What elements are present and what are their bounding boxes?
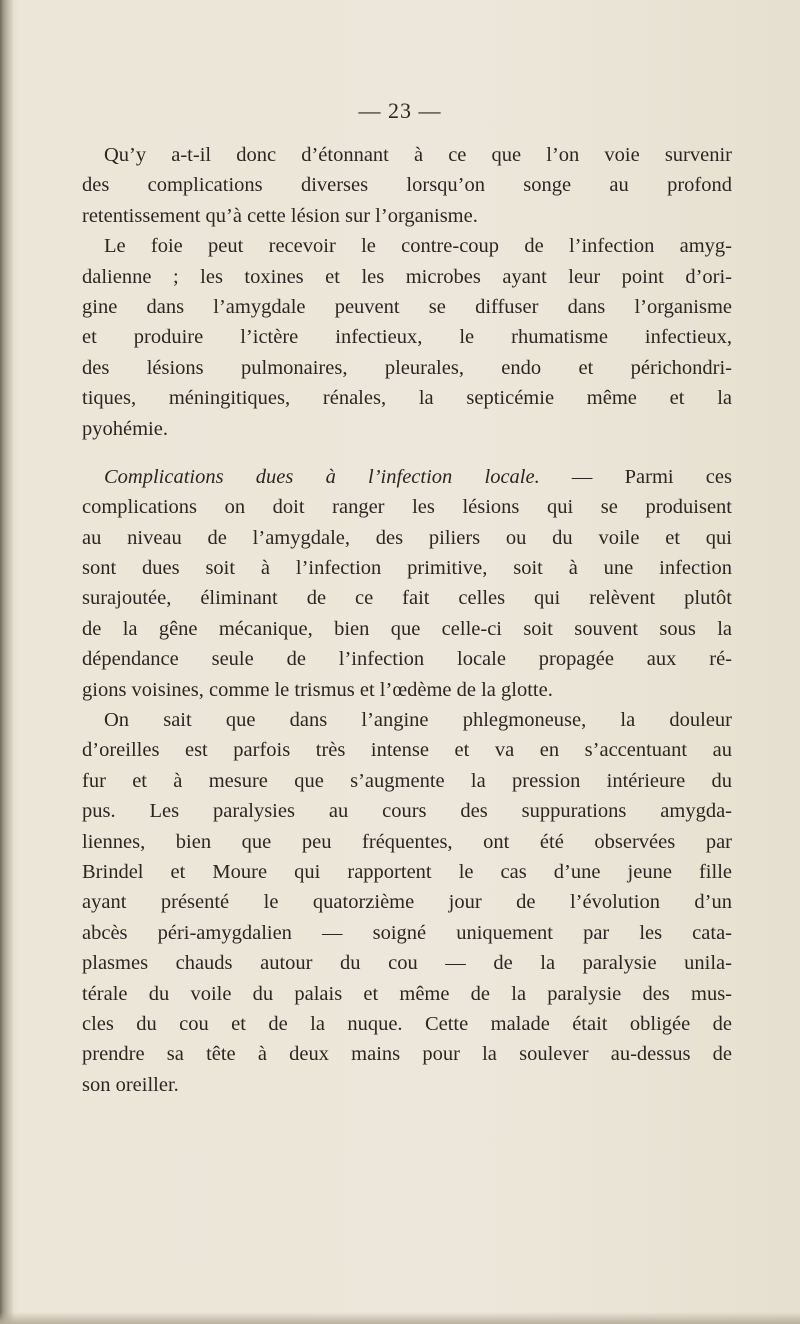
text-line: et produire l’ictère infectieux, le rhumatisme infectieux, xyxy=(82,326,732,349)
text-line: ayant présenté le quatorzième jour de l’évolution d’un xyxy=(82,891,732,914)
text-line: Qu’y a-t-il donc d’étonnant à ce que l’on voie survenir xyxy=(104,144,732,166)
text-line: retentissement qu’à cette lésion sur l’organisme. xyxy=(82,204,478,227)
text-span: — Parmi ces xyxy=(539,465,732,488)
text-line: pus. Les paralysies au cours des suppurations amygda- xyxy=(82,800,732,823)
text-line: de la gêne mécanique, bien que celle-ci soit souvent sous la xyxy=(82,617,732,640)
text-line: surajoutée, éliminant de ce fait celles qui relèvent plutôt xyxy=(82,587,732,610)
text-line: abcès péri-amygdalien — soigné uniquement par les cata- xyxy=(82,921,732,944)
text-line: gine dans l’amygdale peuvent se diffuser dans l’organisme xyxy=(82,295,732,318)
text-line: gions voisines, comme le trismus et l’œdème de la glotte. xyxy=(82,678,553,701)
text-line: sont dues soit à l’infection primitive, soit à une infection xyxy=(82,557,732,580)
text-line: pyohémie. xyxy=(82,417,168,440)
text-line: des complications diverses lorsqu’on songe au profond xyxy=(82,174,732,197)
page-number: — 23 — xyxy=(358,98,442,123)
page-binding-edge xyxy=(0,0,14,1324)
text-line: cles du cou et de la nuque. Cette malade était obligée de xyxy=(82,1012,732,1035)
text-line: tiques, méningitiques, rénales, la septicémie même et la xyxy=(82,387,732,410)
text-line: Brindel et Moure qui rapportent le cas d’une jeune fille xyxy=(82,860,732,883)
text-line: plasmes chauds autour du cou — de la paralysie unila- xyxy=(82,952,732,975)
text-line: au niveau de l’amygdale, des piliers ou du voile et qui xyxy=(82,526,732,549)
body-text xyxy=(82,140,732,1100)
text-line: d’oreilles est parfois très intense et va en s’accentuant au xyxy=(82,739,732,762)
text-line: Le foie peut recevoir le contre-coup de l’infection amyg- xyxy=(104,235,732,258)
text-line: liennes, bien que peu fréquentes, ont été observées par xyxy=(82,830,732,853)
text-line: dalienne ; les toxines et les microbes ayant leur point d’ori- xyxy=(82,265,732,288)
text-line: fur et à mesure que s’augmente la pression intérieure du xyxy=(82,769,732,792)
paragraph-gap xyxy=(82,444,732,462)
section-heading-line xyxy=(82,462,732,492)
page-bottom-edge xyxy=(0,1312,800,1324)
text-line: complications on doit ranger les lésions qui se produisent xyxy=(82,496,732,519)
text-line: térale du voile du palais et même de la paralysie des mus- xyxy=(82,982,732,1005)
text-line: des lésions pulmonaires, pleurales, endo et périchondri- xyxy=(82,356,732,379)
text-line: prendre sa tête à deux mains pour la soulever au-dessus de xyxy=(82,1043,732,1066)
text-line: dépendance seule de l’infection locale propagée aux ré- xyxy=(82,648,732,671)
text-line: son oreiller. xyxy=(82,1073,179,1096)
section-heading: Complications dues à l’infection locale. xyxy=(104,465,540,488)
text-line: On sait que dans l’angine phlegmoneuse, la douleur xyxy=(104,709,732,732)
